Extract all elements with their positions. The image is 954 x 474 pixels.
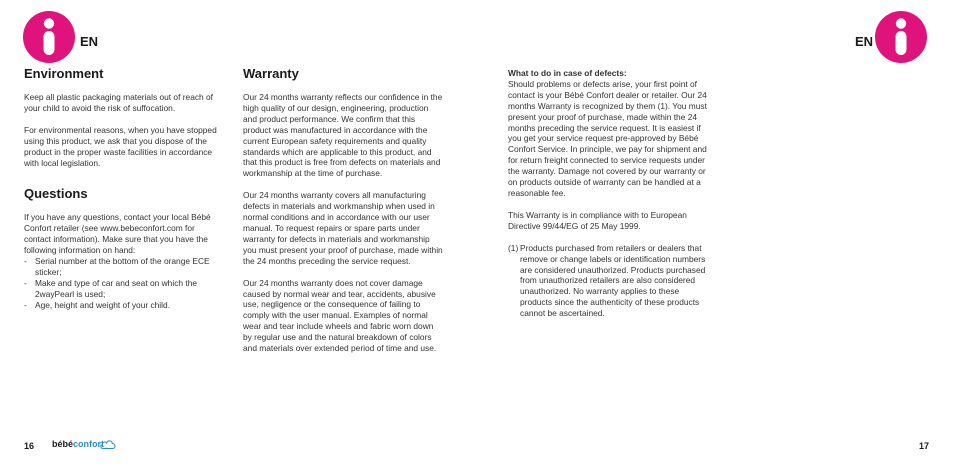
- defects-paragraph-2: This Warranty is in compliance with to European Directive 99/44/EG of 25 May 1999.: [508, 209, 687, 231]
- info-icon: [22, 10, 76, 64]
- questions-intro: If you have any questions, contact your local Bébé Confort retailer (see www.bebeconfort.com for contact information). Make sure that you have the following information on hand:: [24, 212, 211, 256]
- language-label-left: EN: [80, 34, 99, 49]
- cloud-icon: [99, 438, 117, 450]
- info-icon: [874, 10, 928, 64]
- environment-paragraph-2: For environmental reasons, when you have stopped using this product, we ask that you dispose of the product in the proper waste facilities in accordance with local legislation.: [24, 124, 217, 168]
- warranty-heading: Warranty: [243, 66, 299, 81]
- questions-heading: Questions: [24, 186, 88, 202]
- list-item: - Make and type of car and seat on which the 2wayPearl is used;: [24, 278, 224, 300]
- list-item: - Serial number at the bottom of the orange ECE sticker;: [24, 256, 224, 278]
- warranty-paragraph-2: Our 24 months warranty covers all manufacturing defects in materials and workmanship when used in normal conditions and in accordance with our user manual. To request repairs or spare parts under warranty for defects in materials and workmanship you must present your proof of purchase, made within the 24 months preceding the service request.: [243, 190, 443, 266]
- column-defects: [508, 68, 712, 319]
- brand-logo-part-2: confort: [73, 439, 105, 449]
- brand-logo: [52, 439, 104, 449]
- brand-logo-part-1: bébé: [52, 439, 74, 449]
- footnote: [508, 243, 712, 319]
- page-number-right: 17: [919, 441, 930, 451]
- environment-heading: Environment: [24, 66, 104, 81]
- language-label-right: EN: [855, 34, 874, 49]
- warranty-paragraph-3: Our 24 months warranty does not cover damage caused by normal wear and tear, accidents, abusive use, negligence or the consequence of failing to comply with the user manual. Examples of normal wear and tear include wheels and fabric worn down by regular use and the natural breakdown of colors and materials over extended period of time and use.: [243, 277, 437, 354]
- list-item: - Age, height and weight of your child.: [24, 300, 224, 311]
- footnote-text: Products purchased from retailers or dealers that remove or change labels or identification numbers are considered unauthorized. Products purchased from unauthorized retailers are also considered unauthorized. No warranty applies to these products since the authenticity of these products cannot be ascertained.: [520, 242, 706, 319]
- defects-paragraph-1: Should problems or defects arise, your first point of contact is your Bébé Confort dealer or retailer. Our 24 months Warranty is recognized by them (1). You must present your proof of purchase, made within the 24 months preceding the service request. It is easiest if you get your service request pre-approved by Bébé Confort Service. In principle, we pay for shipment and for return freight connected to service requests under the warranty. Damage not covered by our warranty or on products outside of warranty can be handled at a reasonable fee.: [508, 78, 707, 198]
- page-number-left: 16: [24, 441, 35, 451]
- column-warranty: [243, 66, 443, 365]
- warranty-paragraph-1: Our 24 months warranty reflects our confidence in the high quality of our design, engineering, production and product performance. We confirm that this product was manufactured in accordance with the current European safety requirements and quality standards which are applicable to this product, and that this product is free from defects on materials and workmanship at the time of purchase.: [243, 92, 443, 179]
- questions-list: [24, 256, 224, 311]
- defects-heading: What to do in case of defects:: [508, 68, 627, 78]
- environment-paragraph-1: Keep all plastic packaging materials out of reach of your child to avoid the risk of suffocation.: [24, 92, 214, 113]
- column-environment-questions: [24, 66, 224, 311]
- footnote-marker: (1): [508, 242, 519, 253]
